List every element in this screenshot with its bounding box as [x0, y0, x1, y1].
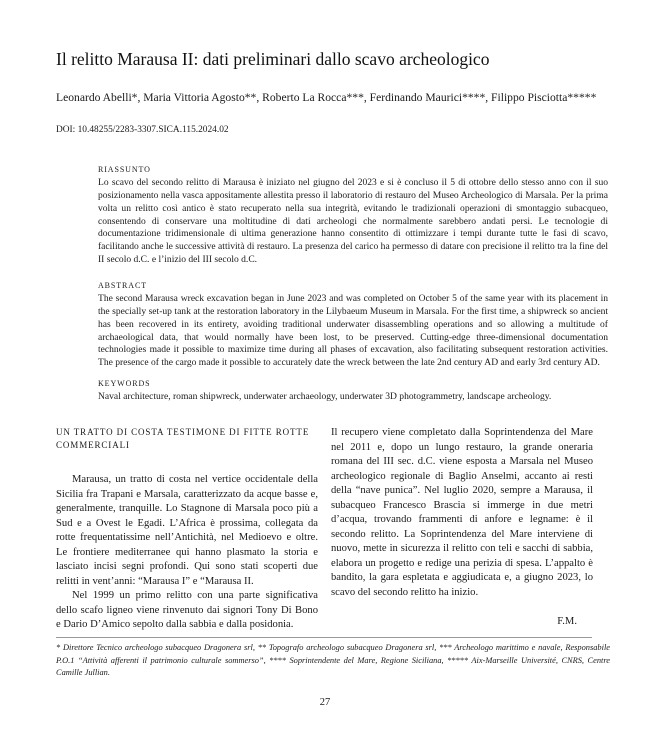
author-list: Leonardo Abelli*, Maria Vittoria Agosto**, Roberto La Rocca***, Ferdinando Maurici****, Filippo Pisciotta***** — [56, 91, 597, 104]
keywords-heading: KEYWORDS — [98, 379, 151, 388]
keywords-block — [98, 378, 608, 404]
riassunto-text: Lo scavo del secondo relitto di Marausa è iniziato nel giugno del 2023 e si è concluso il 5 di ottobre dello stesso anno con il suo posizionamento nella vasca appositamente allestita presso il laboratorio di restauro del Museo Archeologico di Marsala. Per la prima volta un relitto così antico è stato recuperato nella sua integrità, evitando le tradizionali operazioni di smontaggio subacqueo, consentendo di conservare una moltitudine di dati archeologi che normalmente sarebbero andati persi. Le tecnologie di documentazione tridimensionale di ultima generazione hanno consentito di ottimizzare i tempi durante tutte le fasi di scavo, facilitando anche le successive attività di restauro. La presenza del carico ha permesso di datare con precisione il relitto tra la fine del II secolo d.C. e l’inizio del III secolo d.C. — [98, 177, 608, 266]
keywords-text: Naval architecture, roman shipwreck, underwater archaeology, underwater 3D photogrammetry, landscape archeology. — [98, 391, 552, 402]
body-column-right — [331, 426, 593, 629]
footnote-divider — [56, 637, 592, 638]
body-paragraph: Il recupero viene completato dalla Soprintendenza del Mare nel 2011 e, dopo un lungo restauro, la grande oneraria romana del III sec. d.C. viene esposta a Marsala nel Museo archeologico regionale di Baglio Anselmi, accanto ai resti della “nave punica”. Nel luglio 2020, sempre a Marausa, il subacqueo Francesco Brascia si immerge in due metri d’acqua, trovando frammenti di anfore e legname: è il secondo relitto. La Soprintendenza del Mare interviene di nuovo, mette in sicurezza il relitto con teli e sacchi di sabbia, elabora un progetto e redige una perizia di spesa. L’appalto è bandito, la gara espletata e aggiudicata e, a giugno 2023, lo scavo del secondo relitto ha inizio. — [331, 427, 593, 599]
abstract-heading: ABSTRACT — [98, 281, 147, 290]
article-title: Il relitto Marausa II: dati preliminari dallo scavo archeologico — [56, 49, 490, 69]
author-initials: F.M. — [557, 615, 577, 627]
doi-line: DOI: 10.48255/2283-3307.SICA.115.2024.02 — [56, 125, 229, 135]
page-number: 27 — [319, 697, 331, 708]
section-heading: UN TRATTO DI COSTA TESTIMONE DI FITTE ROTTE COMMERCIALI — [56, 427, 310, 450]
abstract-text: The second Marausa wreck excavation began in June 2023 and was completed on October 5 of the same year with its placement in the specially set-up tank at the restoration laboratory in the Lilybaeum Museum in Marsala. For the first time, a shipwreck so ancient has been recovered in its entirety, avoiding traditional underwater disassembling operations and so allowing a multitude of archaeological data, that would normally have been lost, to be preserved. Cutting-edge three-dimensional documentation technologies made it possible to maximize time during all phases of excavation, also facilitating subsequent restoration activities. The presence of the cargo made it possible to accurately date the wreck between the late 2nd century AD and early 3rd century AD. — [98, 293, 608, 369]
abstract-block — [98, 280, 608, 370]
footnotes: * Direttore Tecnico archeologo subacqueo Dragonera srl, ** Topografo archeologo subacqueo Dragonera srl, *** Archeologo marittimo e navale, Responsabile P.O.1 “Attività afferenti il patrimonio culturale sommerso”, **** Soprintendente del Mare, Regione Siciliana, ***** Aix-Marseille Université, CNRS, Centre Camille Jullian. — [56, 643, 610, 677]
riassunto-block — [98, 164, 608, 267]
riassunto-heading: RIASSUNTO — [98, 165, 151, 174]
body-paragraph: Nel 1999 un primo relitto con una parte significativa dello scafo ligneo viene rinvenuto dai signori Tony Di Bono e Dario D’Amico sepolto dalla sabbia e dalla posidonia. — [56, 590, 318, 631]
body-paragraph: Marausa, un tratto di costa nel vertice occidentale della Sicilia fra Trapani e Marsala, caratterizzato da acque basse e, generalmente, tranquille. Lo Stagnone di Marsala poco più a Sud e a Ovest le Egadi. L’Africa è prossima, collegata da rotte frequentatissime nell’Antichità, nel Medioevo e oltre. Le frontiere mediterranee qui hanno plasmato la storia e lasciato incisi segni profondi. Qui sono stati scoperti due relitti in vent’anni: “Marausa I” e “Marausa II. — [56, 474, 318, 587]
body-column-left — [56, 426, 318, 633]
